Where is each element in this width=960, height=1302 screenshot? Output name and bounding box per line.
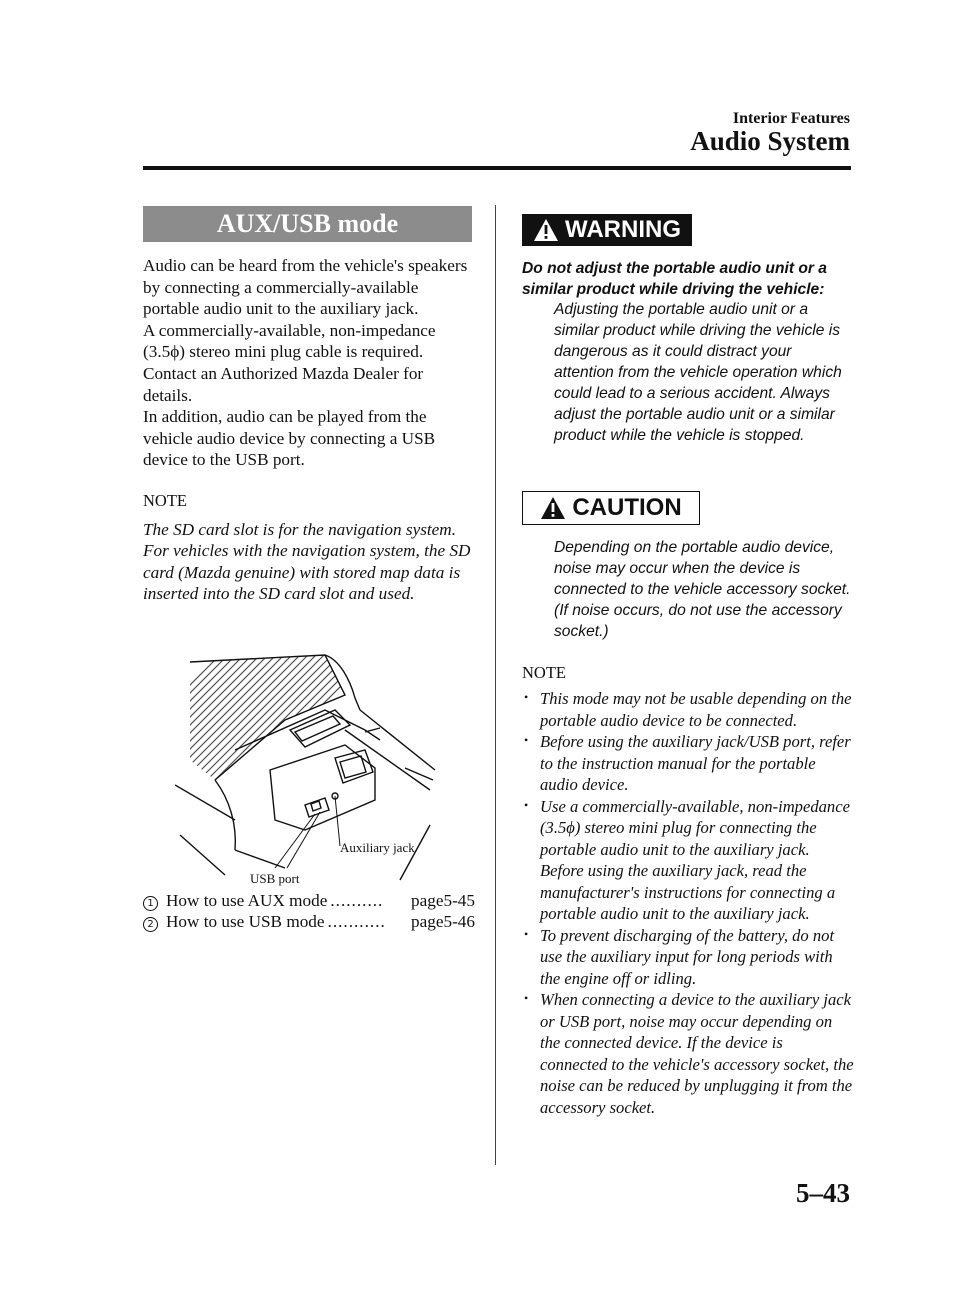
page-number: 5–43 <box>796 1178 850 1208</box>
reference-number: 2 <box>143 917 158 932</box>
note-list-item: • This mode may not be usable depending on the portable audio device to be connected. <box>522 688 854 731</box>
note-heading-right: NOTE <box>522 663 566 682</box>
reference-leader: .......... <box>330 891 384 910</box>
reference-list <box>143 890 475 932</box>
caution-label: CAUTION <box>572 494 682 521</box>
caution-triangle-icon <box>540 496 566 520</box>
note-text: The SD card slot is for the navigation system. For vehicles with the navigation system, the SD card (Mazda genuine) with stored map data is inserted into the SD card slot and used. <box>143 519 471 604</box>
left-column <box>143 255 475 605</box>
reference-item[interactable] <box>143 890 475 911</box>
reference-leader: ........... <box>327 912 386 931</box>
console-illustration <box>175 650 445 890</box>
note-list-item: • Before using the auxiliary jack/USB port, refer to the instruction manual for the portable audio device. <box>522 731 854 796</box>
usb-paragraph: In addition, audio can be played from the vehicle audio device by connecting a USB device to the USB port. <box>143 407 436 470</box>
figure-label-aux: Auxiliary jack <box>340 840 415 855</box>
caution-badge <box>522 491 700 525</box>
cable-paragraph: A commercially-available, non-impedance (3.5ϕ) stereo mini plug cable is required. <box>143 320 436 362</box>
header-rule <box>143 166 851 170</box>
figure-label-usb: USB port <box>250 871 300 886</box>
note-list <box>522 688 854 1118</box>
caution-text: Depending on the portable audio device, noise may occur when the device is connected to the vehicle accessory socket. (If noise occurs, do not use the accessory socket.) <box>554 539 851 640</box>
warning-triangle-icon <box>533 218 559 242</box>
chapter-title: Audio System <box>690 126 850 156</box>
warning-label: WARNING <box>565 216 681 243</box>
chapter-category: Interior Features <box>732 110 850 127</box>
note-list-item: • Use a commercially-available, non-impedance (3.5ϕ) stereo mini plug for connecting the portable audio unit to the auxiliary jack. Before using the auxiliary jack, read the manufacturer's instructions for connecting a portable audio unit to the auxiliary jack. <box>522 796 854 925</box>
intro-paragraph: Audio can be heard from the vehicle's speakers by connecting a commercially-available portable audio unit to the auxiliary jack. <box>143 256 468 319</box>
reference-label: How to use USB mode <box>166 912 325 931</box>
reference-number: 1 <box>143 896 158 911</box>
reference-page: page5-46 <box>411 912 475 931</box>
note-list-item: • When connecting a device to the auxiliary jack or USB port, noise may occur depending on the connected device. If the device is connected to the vehicle's accessory socket, the noise can be reduced by unplugging it from the accessory socket. <box>522 989 854 1118</box>
warning-heading: Do not adjust the portable audio unit or a similar product while driving the vehicle: <box>522 260 827 298</box>
warning-text: Adjusting the portable audio unit or a similar product while driving the vehicle is dangerous as it could distract your attention from the vehicle operation which could lead to a serious accident. Always adjust the portable audio unit or a similar product while the vehicle is stopped. <box>554 301 842 444</box>
reference-page: page5-45 <box>411 891 475 910</box>
reference-item[interactable] <box>143 911 475 932</box>
note-heading: NOTE <box>143 490 187 510</box>
reference-label: How to use AUX mode <box>166 891 328 910</box>
section-title: AUX/USB mode <box>143 206 472 242</box>
dealer-paragraph: Contact an Authorized Mazda Dealer for details. <box>143 363 424 405</box>
note-list-item: • To prevent discharging of the battery, do not use the auxiliary input for long periods with the engine off or idling. <box>522 925 854 990</box>
warning-badge <box>522 214 692 246</box>
column-divider <box>495 205 496 1165</box>
